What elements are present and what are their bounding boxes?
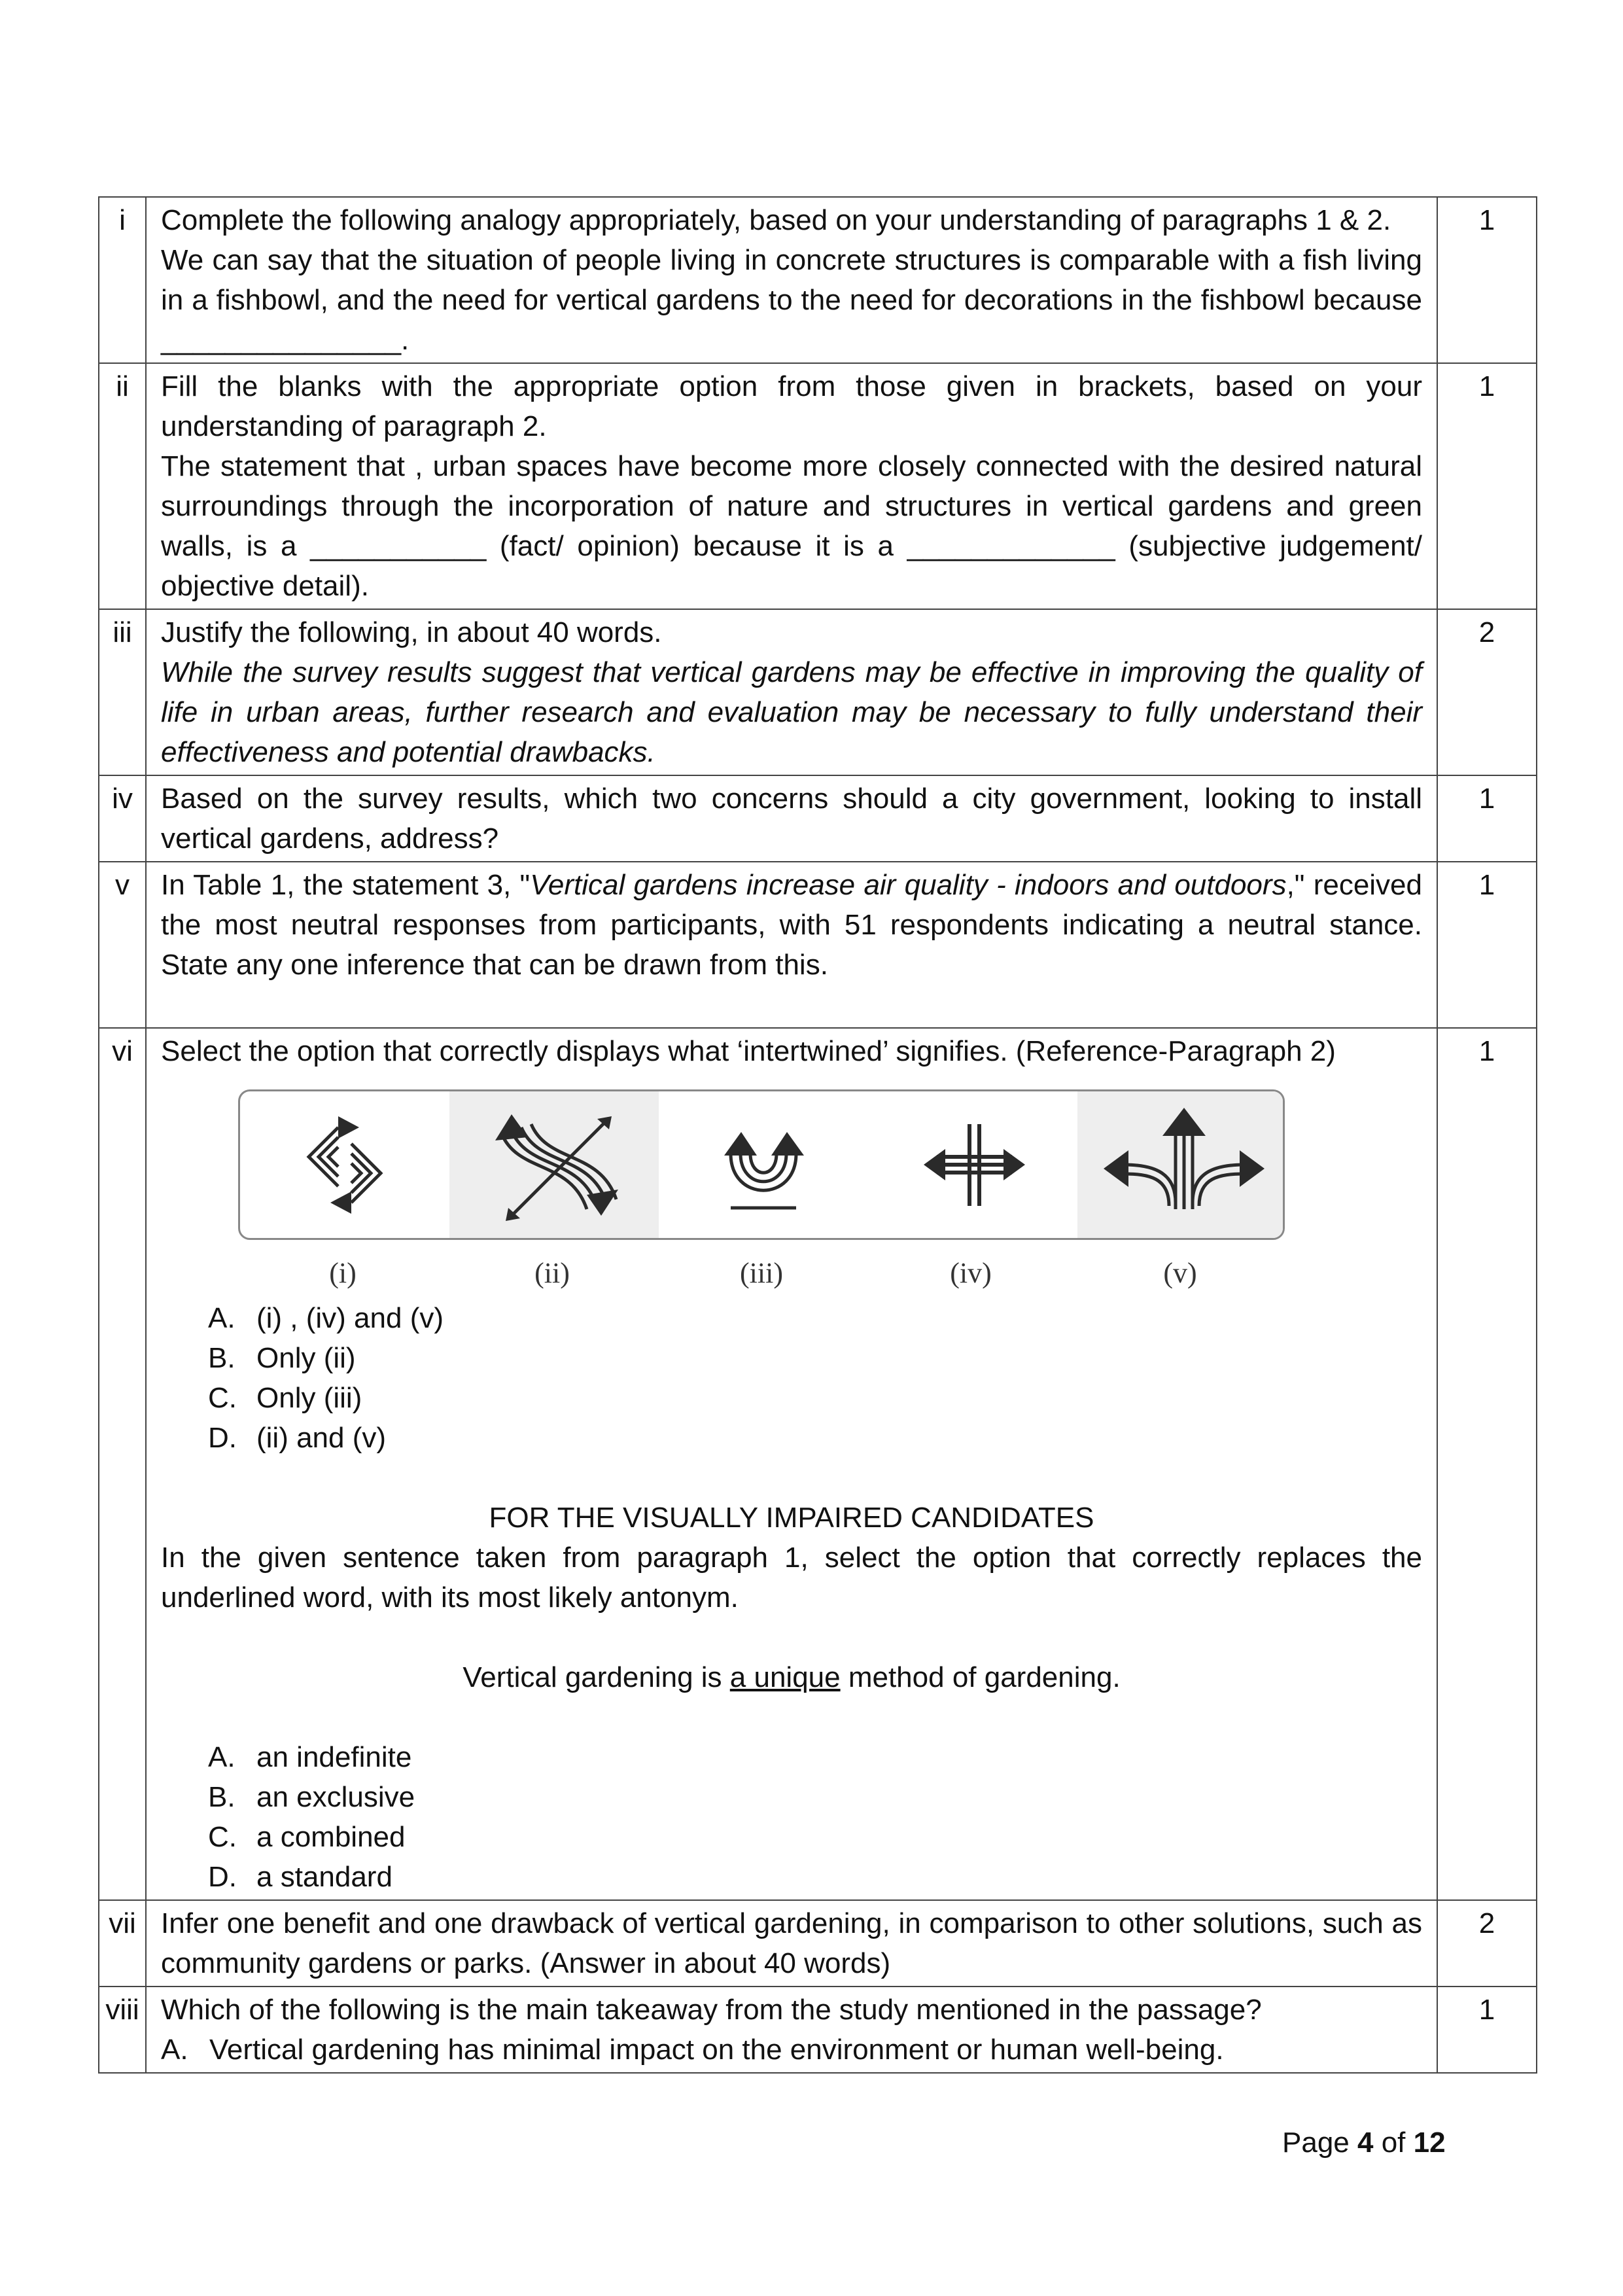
- option-text: (i) , (iv) and (v): [256, 1302, 444, 1334]
- question-marks: 1: [1437, 1028, 1537, 1900]
- answer-option: [161, 1777, 1422, 1817]
- question-row-iv: [99, 775, 1537, 862]
- option-letter: C.: [208, 1382, 237, 1414]
- question-number: ii: [99, 363, 146, 609]
- figure-cell-ii: [449, 1091, 659, 1238]
- quoted-statement: Vertical gardens increase air quality - indoors and outdoors: [530, 869, 1287, 901]
- answer-option: [161, 1338, 1422, 1378]
- question-row-v: [99, 862, 1537, 1028]
- question-text: Infer one benefit and one drawback of vertical gardening, in comparison to other solutions, such as community gardens or parks. (Answer in about 40 words): [146, 1900, 1437, 1987]
- question-row-iii: [99, 609, 1537, 775]
- question-text-part: ," received the most neutral responses from participants, with 51 respondents indicating a neutral stance. State any one inference that can be drawn from this.: [161, 869, 1423, 981]
- option-text: a combined: [256, 1821, 406, 1853]
- option-letter: B.: [208, 1781, 236, 1813]
- option-text: an exclusive: [256, 1781, 415, 1813]
- question-number: iv: [99, 775, 146, 862]
- option-text: a standard: [256, 1861, 393, 1893]
- current-page: 4: [1357, 2127, 1374, 2159]
- question-number: i: [99, 197, 146, 363]
- question-number: vii: [99, 1900, 146, 1987]
- question-marks: 2: [1437, 1900, 1537, 1987]
- figure-label: (v): [1163, 1257, 1197, 1289]
- question-text: [146, 862, 1437, 1028]
- question-marks: 1: [1437, 363, 1537, 609]
- question-number: vi: [99, 1028, 146, 1900]
- question-text-part: In Table 1, the statement 3, ": [161, 869, 531, 901]
- footer-prefix: Page: [1282, 2127, 1357, 2159]
- question-line: Fill the blanks with the appropriate option from those given in brackets, based on your understanding of paragraph 2.: [161, 370, 1422, 442]
- sentence-part: Vertical gardening is: [462, 1661, 730, 1693]
- answer-option: [161, 1378, 1422, 1418]
- question-marks: 2: [1437, 609, 1537, 775]
- question-line: Complete the following analogy appropriately, based on your understanding of paragraphs 1 & 2.: [161, 204, 1391, 236]
- crossed-intertwined-arrows-icon: [449, 1091, 659, 1238]
- question-table: [98, 196, 1537, 2074]
- answer-option: [161, 1857, 1422, 1897]
- footer-middle: of: [1373, 2127, 1414, 2159]
- question-text: Based on the survey results, which two concerns should a city government, looking to install vertical gardens, address?: [146, 775, 1437, 862]
- option-letter: D.: [208, 1422, 237, 1454]
- opposite-arrows-icon: [868, 1091, 1077, 1238]
- question-row-vii: [99, 1900, 1537, 1987]
- question-instruction: Justify the following, in about 40 words.: [161, 616, 662, 648]
- question-number: iii: [99, 609, 146, 775]
- underlined-word: a unique: [729, 1661, 841, 1693]
- option-letter: D.: [208, 1861, 237, 1893]
- figure-label: (iii): [740, 1257, 783, 1289]
- arrow-figure-box: [238, 1089, 1285, 1240]
- answer-option: [161, 1817, 1422, 1857]
- question-text: [146, 609, 1437, 775]
- figure-label: (iv): [950, 1257, 992, 1289]
- question-marks: 1: [1437, 1987, 1537, 2073]
- figure-cell-i: [240, 1091, 449, 1238]
- question-text: [146, 1028, 1437, 1900]
- option-text: an indefinite: [256, 1741, 412, 1773]
- option-text: Only (ii): [256, 1342, 356, 1374]
- arrow-figure: [238, 1089, 1285, 1293]
- option-text: Vertical gardening has minimal impact on the environment or human well-being.: [209, 2034, 1224, 2066]
- option-letter: A.: [208, 1302, 236, 1334]
- sentence-part: method of gardening.: [840, 1661, 1121, 1693]
- question-text: [146, 363, 1437, 609]
- three-way-split-arrow-icon: [1077, 1091, 1285, 1238]
- rotating-arrows-icon: [240, 1091, 449, 1238]
- question-line: We can say that the situation of people living in concrete structures is comparable with a fish living in a fishbowl, and the need for vertical gardens to the need for decorations in the fishbowl because _______________.: [161, 244, 1422, 356]
- option-text: Only (iii): [256, 1382, 362, 1414]
- question-quote: While the survey results suggest that vertical gardens may be effective in improving the quality of life in urban areas, further research and evaluation may be necessary to fully understand their effectiveness and potential drawbacks.: [161, 656, 1422, 768]
- option-letter: B.: [208, 1342, 236, 1374]
- figure-cell-iv: [868, 1091, 1077, 1238]
- figure-cell-v: [1077, 1091, 1285, 1238]
- question-marks: 1: [1437, 862, 1537, 1028]
- question-line: The statement that , urban spaces have become more closely connected with the desired natural surroundings through the incorporation of nature and structures in vertical gardens and green walls, is a ___________ (fact/ opinion) because it is a _____________ (subjective judgement/ objective detail).: [161, 450, 1422, 602]
- total-pages: 12: [1413, 2127, 1446, 2159]
- u-turn-arrow-icon: [659, 1091, 868, 1238]
- figure-label: (ii): [534, 1257, 570, 1289]
- question-marks: 1: [1437, 197, 1537, 363]
- answer-option: [161, 1418, 1422, 1458]
- example-sentence: [161, 1657, 1422, 1697]
- question-text: [146, 197, 1437, 363]
- question-prompt: Select the option that correctly displays what ‘intertwined’ signifies. (Reference-Paragraph 2): [161, 1035, 1336, 1067]
- question-row-viii: [99, 1987, 1537, 2073]
- question-row-i: [99, 197, 1537, 363]
- question-row-vi: [99, 1028, 1537, 1900]
- page-footer: [1282, 2127, 1446, 2159]
- option-letter: C.: [208, 1821, 237, 1853]
- visually-impaired-heading: FOR THE VISUALLY IMPAIRED CANDIDATES: [489, 1502, 1094, 1534]
- option-letter: A.: [208, 1741, 236, 1773]
- question-number: v: [99, 862, 146, 1028]
- answer-option: [161, 2030, 1422, 2070]
- answer-option: [161, 1737, 1422, 1777]
- option-letter: A.: [161, 2034, 188, 2066]
- answer-option: [161, 1298, 1422, 1338]
- question-line: Which of the following is the main takeaway from the study mentioned in the passage?: [161, 1994, 1262, 2026]
- figure-label: (i): [329, 1257, 357, 1289]
- question-number: viii: [99, 1987, 146, 2073]
- question-text: [146, 1987, 1437, 2073]
- figure-labels: [238, 1253, 1285, 1293]
- figure-cell-iii: [659, 1091, 868, 1238]
- question-marks: 1: [1437, 775, 1537, 862]
- question-row-ii: [99, 363, 1537, 609]
- option-text: (ii) and (v): [256, 1422, 387, 1454]
- visually-impaired-prompt: In the given sentence taken from paragraph 1, select the option that correctly replaces the underlined word, with its most likely antonym.: [161, 1542, 1422, 1614]
